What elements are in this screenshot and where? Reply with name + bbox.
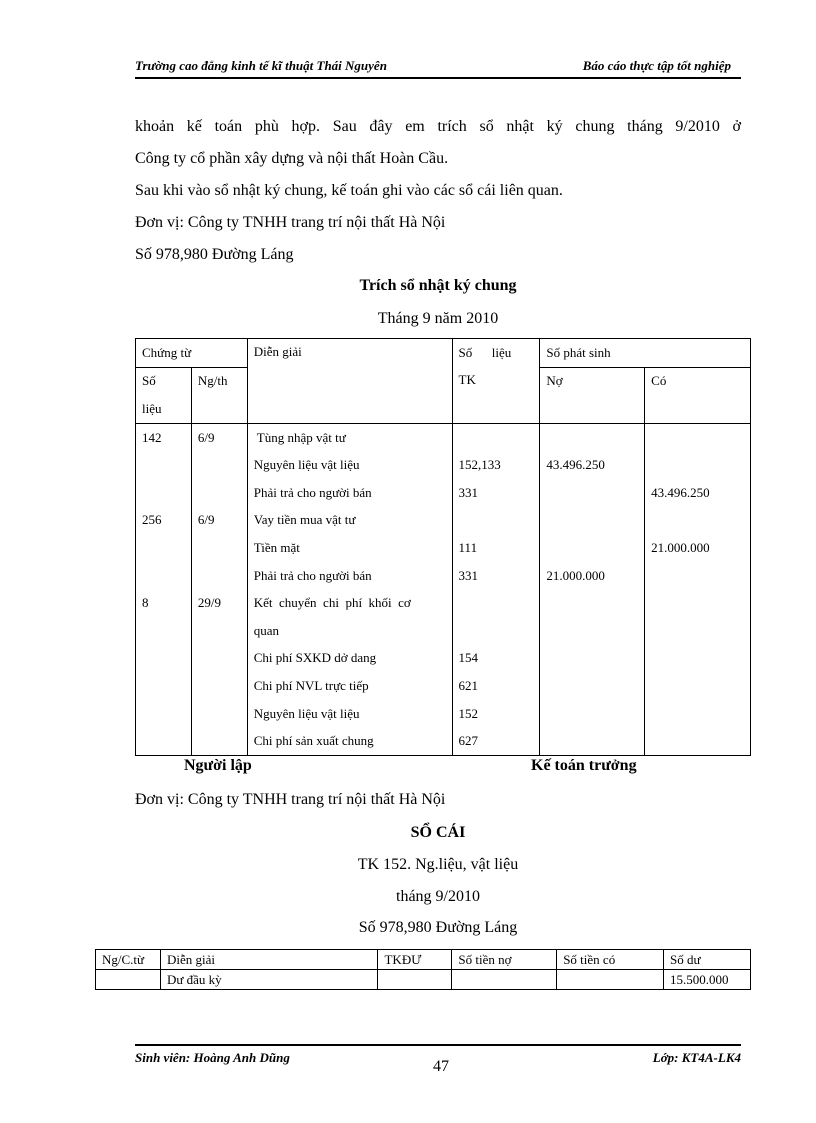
cell-ng [191, 700, 247, 728]
ledger-c-date [96, 970, 161, 990]
cell-tk: 331 [452, 562, 540, 590]
cell-ng [191, 451, 247, 479]
cell-ng [191, 672, 247, 700]
sign-preparer: Người lập [184, 757, 252, 774]
col-lieu: liệu [136, 395, 192, 423]
table-row [136, 507, 751, 535]
cell-co [645, 423, 751, 451]
cell-ng [191, 562, 247, 590]
table-row [136, 700, 751, 728]
cell-dg: Chi phí sản xuất chung [247, 727, 452, 755]
cell-ng [191, 645, 247, 673]
cell-so [136, 617, 192, 645]
footer-student: Sinh viên: Hoàng Anh Dũng [135, 1050, 290, 1065]
cell-ng [191, 534, 247, 562]
col-solieu: Số liệu [452, 339, 540, 368]
cell-no [540, 617, 645, 645]
cell-co [645, 617, 751, 645]
col-diengiai: Diễn giải [247, 339, 452, 424]
cell-no [540, 672, 645, 700]
table-row [136, 617, 751, 645]
ledger-h-date: Ng/C.từ [96, 950, 161, 970]
cell-no [540, 700, 645, 728]
ledger-account: TK 152. Ng.liệu, vật liệu [357, 856, 519, 873]
ledger-c-desc: Dư đầu kỳ [160, 970, 378, 990]
ledger-title: SỔ CÁI [410, 824, 466, 841]
cell-ng [191, 617, 247, 645]
cell-no: 21.000.000 [540, 562, 645, 590]
cell-no: 43.496.250 [540, 451, 645, 479]
ledger-c-balance: 15.500.000 [664, 970, 751, 990]
cell-co: 21.000.000 [645, 534, 751, 562]
cell-so [136, 645, 192, 673]
cell-dg: Chi phí NVL trực tiếp [247, 672, 452, 700]
cell-tk [452, 617, 540, 645]
ledger-h-balance: Số dư [664, 950, 751, 970]
cell-dg: Nguyên liệu vật liệu [247, 451, 452, 479]
journal-table [135, 338, 751, 756]
col-so: Số [136, 367, 192, 395]
cell-so [136, 562, 192, 590]
cell-co [645, 672, 751, 700]
cell-tk [452, 589, 540, 617]
cell-dg: Tiền mặt [247, 534, 452, 562]
cell-so [136, 534, 192, 562]
cell-ng: 6/9 [191, 507, 247, 535]
col-no: Nợ [540, 367, 645, 423]
footer-class: Lớp: KT4A-LK4 [652, 1050, 741, 1065]
ledger-c-credit [557, 970, 664, 990]
page-number: 47 [433, 1058, 449, 1075]
page-header [135, 58, 741, 79]
cell-so [136, 672, 192, 700]
cell-tk: 627 [452, 727, 540, 755]
col-chungtu: Chứng từ [136, 339, 248, 368]
cell-tk: 621 [452, 672, 540, 700]
cell-no [540, 479, 645, 507]
ledger-c-account [378, 970, 452, 990]
table-row [136, 645, 751, 673]
sign-chief-accountant: Kế toán trưởng [531, 757, 637, 774]
col-ngth: Ng/th [191, 367, 247, 423]
cell-co: 43.496.250 [645, 479, 751, 507]
cell-dg: Tùng nhập vật tư [247, 423, 452, 451]
ledger-h-credit: Số tiền có [557, 950, 664, 970]
journal-title: Trích sổ nhật ký chung [359, 277, 517, 294]
page-footer [135, 1044, 741, 1076]
cell-ng [191, 479, 247, 507]
address-line: Số 978,980 Đường Láng [135, 246, 294, 263]
cell-dg: Nguyên liệu vật liệu [247, 700, 452, 728]
header-school: Trường cao đẳng kinh tế kĩ thuật Thái Nguyên [135, 58, 387, 73]
cell-no [540, 645, 645, 673]
cell-so: 256 [136, 507, 192, 535]
cell-so [136, 451, 192, 479]
cell-tk: 152,133 [452, 451, 540, 479]
cell-dg: Phải trả cho người bán [247, 562, 452, 590]
journal-subtitle: Tháng 9 năm 2010 [377, 310, 499, 327]
ledger-h-debit: Số tiền nợ [452, 950, 557, 970]
cell-dg: Vay tiền mua vật tư [247, 507, 452, 535]
cell-no [540, 534, 645, 562]
cell-dg: quan [247, 617, 452, 645]
unit-line: Đơn vị: Công ty TNHH trang trí nội thất Hà Nội [135, 214, 446, 231]
ledger-c-debit [452, 970, 557, 990]
table-row [136, 534, 751, 562]
cell-so: 142 [136, 423, 192, 451]
table-row [136, 423, 751, 451]
col-tk: TK [452, 367, 540, 423]
ledger-month: tháng 9/2010 [396, 888, 480, 905]
cell-so [136, 479, 192, 507]
col-co: Có [645, 367, 751, 423]
cell-co [645, 700, 751, 728]
table-row [136, 672, 751, 700]
cell-ng: 29/9 [191, 589, 247, 617]
ledger-address: Số 978,980 Đường Láng [358, 919, 518, 936]
cell-dg: Kết chuyển chi phí khối cơ [247, 589, 452, 617]
paragraph-1: khoản kế toán phù hợp. Sau đây em trích sổ nhật ký chung tháng 9/2010 ở [135, 118, 741, 135]
cell-no [540, 727, 645, 755]
cell-co [645, 727, 751, 755]
cell-tk: 331 [452, 479, 540, 507]
table-row [136, 562, 751, 590]
cell-co [645, 589, 751, 617]
cell-co [645, 451, 751, 479]
cell-ng [191, 727, 247, 755]
cell-tk [452, 507, 540, 535]
cell-so: 8 [136, 589, 192, 617]
table-row [136, 727, 751, 755]
cell-tk: 154 [452, 645, 540, 673]
cell-so [136, 727, 192, 755]
ledger-table [95, 949, 751, 990]
header-report: Báo cáo thực tập tốt nghiệp [582, 58, 731, 73]
cell-tk: 152 [452, 700, 540, 728]
cell-co [645, 562, 751, 590]
cell-tk [452, 423, 540, 451]
table-row [136, 451, 751, 479]
cell-dg: Chi phí SXKD dở dang [247, 645, 452, 673]
cell-no [540, 423, 645, 451]
cell-no [540, 589, 645, 617]
ledger-h-desc: Diễn giải [160, 950, 378, 970]
col-phatsinh: Số phát sinh [540, 339, 751, 368]
cell-co [645, 507, 751, 535]
paragraph-2: Công ty cổ phần xây dựng và nội thất Hoàn Cầu. [135, 150, 449, 167]
ledger-unit: Đơn vị: Công ty TNHH trang trí nội thất Hà Nội [135, 791, 446, 808]
ledger-h-account: TKĐƯ [378, 950, 452, 970]
cell-so [136, 700, 192, 728]
cell-ng: 6/9 [191, 423, 247, 451]
paragraph-3: Sau khi vào sổ nhật ký chung, kế toán ghi vào các sổ cái liên quan. [135, 182, 563, 199]
table-row [136, 589, 751, 617]
cell-dg: Phải trả cho người bán [247, 479, 452, 507]
cell-tk: 111 [452, 534, 540, 562]
cell-no [540, 507, 645, 535]
table-row [136, 479, 751, 507]
cell-co [645, 645, 751, 673]
